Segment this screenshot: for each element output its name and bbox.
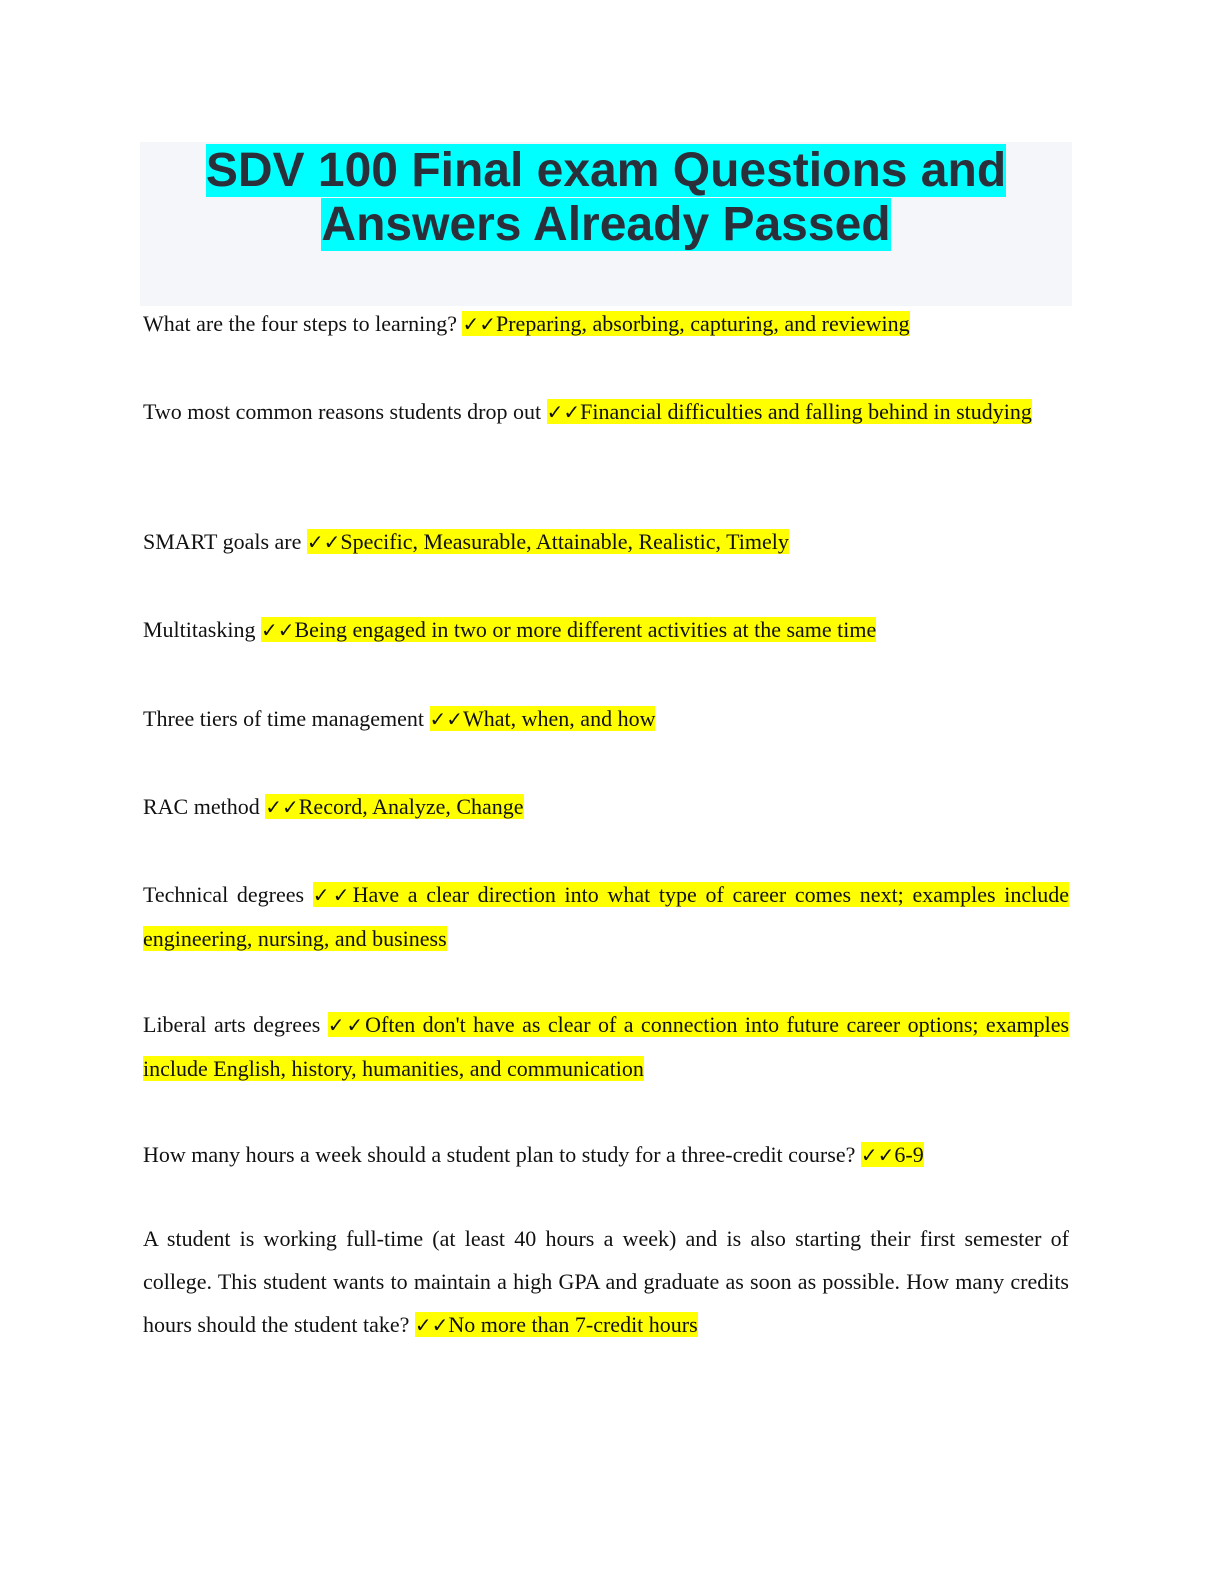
- question-text: What are the four steps to learning?: [143, 311, 457, 336]
- question-text: Liberal arts degrees: [143, 1012, 321, 1037]
- question-text: How many hours a week should a student plan to study for a three-credit course?: [143, 1142, 856, 1167]
- double-check-icon: ✓✓: [462, 312, 496, 336]
- qa-item-3: [143, 527, 1069, 557]
- question-text: Two most common reasons students drop out: [143, 399, 542, 424]
- answer-text: No more than 7-credit hours: [448, 1312, 698, 1337]
- qa-item-6: [143, 792, 1069, 822]
- qa-item-8: [143, 1003, 1069, 1091]
- answer-text: Record, Analyze, Change: [298, 794, 524, 819]
- qa-item-4: [143, 615, 1069, 645]
- question-text: Three tiers of time management: [143, 706, 424, 731]
- answer-highlight: [861, 1142, 924, 1167]
- question-text: RAC method: [143, 794, 260, 819]
- answer-text: Have a clear direction into what type of career comes next; examples include engineering, nursing, and business: [143, 882, 1070, 951]
- answer-text: 6-9: [894, 1142, 924, 1167]
- answer-highlight: [307, 529, 789, 554]
- title-banner: [140, 142, 1072, 306]
- double-check-icon: ✓✓: [260, 618, 295, 642]
- question-text: Technical degrees: [143, 882, 305, 907]
- question-text: Multitasking: [143, 617, 256, 642]
- double-check-icon: ✓✓: [312, 883, 353, 907]
- double-check-icon: ✓✓: [306, 530, 341, 554]
- answer-text: Often don't have as clear of a connection into future career options; examples include English, history, humanities, and communication: [143, 1012, 1070, 1081]
- qa-item-2: [143, 390, 1069, 434]
- answer-highlight: [415, 1312, 698, 1337]
- page-title: [140, 142, 1072, 252]
- answer-text: Being engaged in two or more different activities at the same time: [294, 617, 877, 642]
- qa-item-1: [143, 309, 1069, 339]
- double-check-icon: ✓✓: [860, 1143, 895, 1167]
- answer-highlight: [430, 706, 656, 731]
- qa-item-10: [143, 1217, 1069, 1347]
- double-check-icon: ✓✓: [429, 707, 464, 731]
- qa-item-7: [143, 873, 1069, 961]
- answer-text: Financial difficulties and falling behind in studying: [580, 399, 1032, 424]
- answer-highlight: [265, 794, 523, 819]
- answer-highlight: [547, 399, 1032, 424]
- answer-highlight: [261, 617, 876, 642]
- answer-text: What, when, and how: [463, 706, 656, 731]
- answer-highlight: [462, 311, 909, 336]
- double-check-icon: ✓✓: [327, 1013, 366, 1037]
- answer-text: Preparing, absorbing, capturing, and reviewing: [496, 311, 910, 336]
- title-line-2: Answers Already Passed: [321, 198, 891, 251]
- qa-item-5: [143, 704, 1069, 734]
- double-check-icon: ✓✓: [546, 400, 581, 424]
- double-check-icon: ✓✓: [265, 795, 299, 819]
- qa-item-9: [143, 1140, 1069, 1170]
- question-text: A student is working full-time (at least 40 hours a week) and is also starting their first semester of college. This student wants to maintain a high GPA and graduate as soon as possible. How many credits hours should the student take?: [143, 1226, 1069, 1337]
- question-text: SMART goals are: [143, 529, 302, 554]
- title-line-1: SDV 100 Final exam Questions and: [205, 144, 1007, 197]
- answer-text: Specific, Measurable, Attainable, Realistic, Timely: [340, 529, 789, 554]
- double-check-icon: ✓✓: [414, 1313, 449, 1337]
